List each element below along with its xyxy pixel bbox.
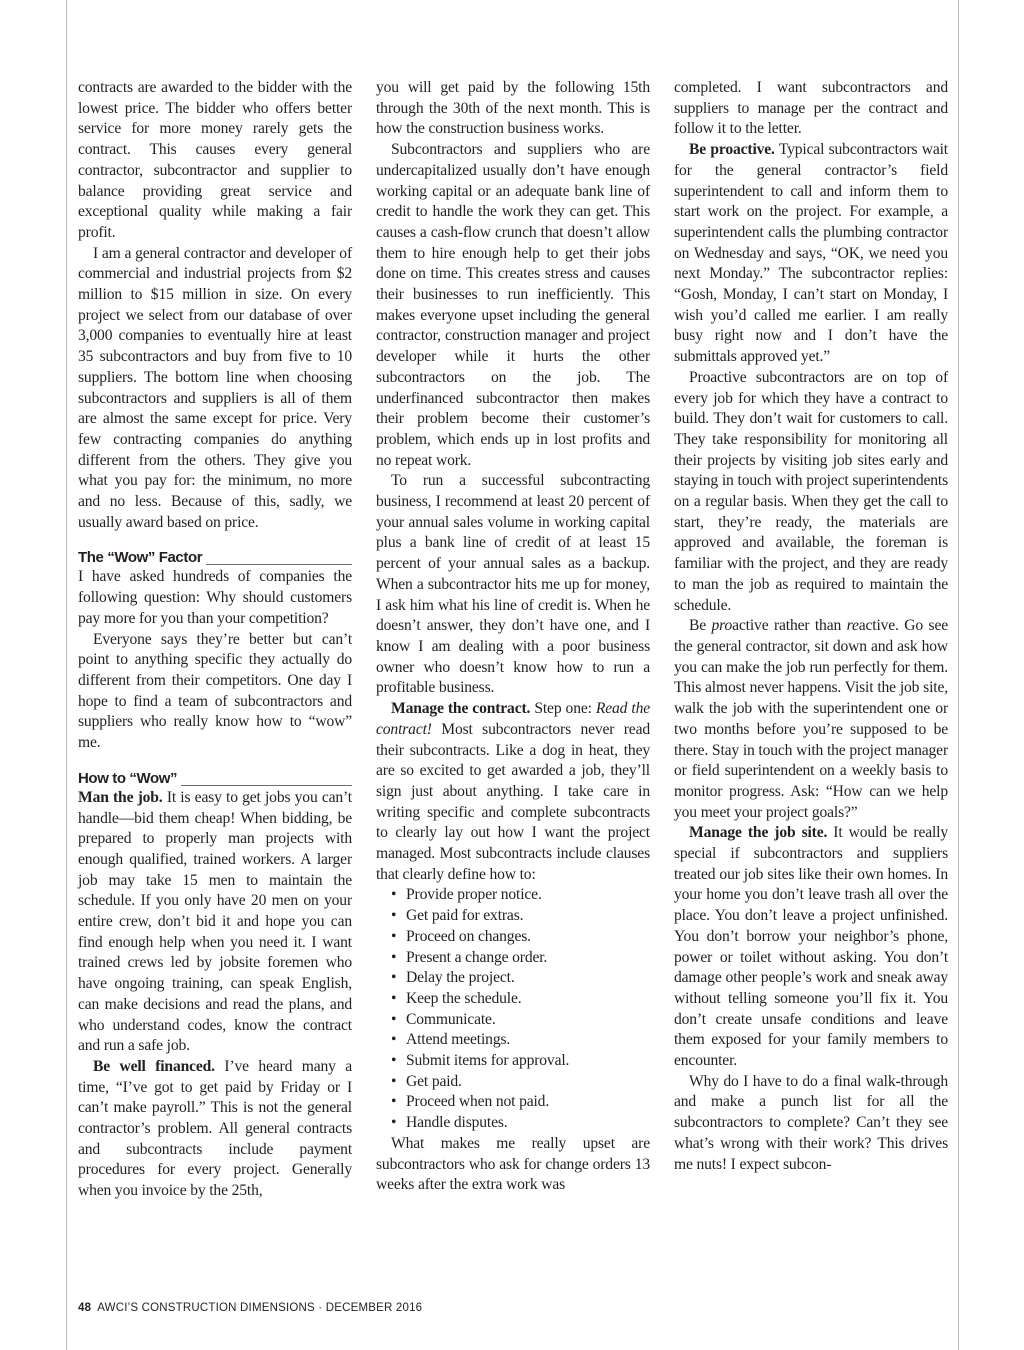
run-in-head: Be proactive. — [689, 141, 775, 159]
paragraph: I have asked hundreds of companies the following question: Why should customers pay more for you than your competition? — [78, 568, 352, 627]
paragraph: contracts are awarded to the bidder with the lowest price. The bidder who offers better service for more money rarely gets the contract. This causes every general contractor, subcontractor and supplier to balance providing great service and exceptional quality while making a fair profit. — [78, 79, 352, 241]
paragraph: Everyone says they’re better but can’t point to anything specific they actually do different from their competitors. One day I hope to find a team of subcontractors and suppliers who really know how to “wow” me. — [78, 630, 352, 752]
list-item: • Get paid for extras. — [376, 906, 650, 927]
list-item: • Delay the project. — [376, 968, 650, 989]
article-column-2 — [376, 78, 650, 1196]
list-item: • Submit items for approval. — [376, 1051, 650, 1072]
paragraph-text: Typical subcontractors wait for the general contractor’s field superintendent to call and inform them to start work on the project. For example, a superintendent calls the plumbing contractor on Wednesday and says, “OK, we need you next Monday.” The subcontractor replies: “Gosh, Monday, I can’t start on Monday, I wish you’d called me earlier. I am really busy right now and I don’t have the submittals approved yet.” — [674, 141, 948, 366]
article-column-3 — [674, 78, 948, 1175]
left-margin-rule — [66, 0, 67, 1350]
paragraph-text: It would be really special if subcontractors and suppliers treated our job sites like their own homes. In your home you don’t leave trash all over the place. You don’t leave a project unfinished. You don’t borrow your neighbor’s phone, power or toilet without asking. You don’t damage other people’s work and sneak away without telling someone you’ll fix it. You don’t create unsafe conditions and leave them exposed for your family members to encounter. — [674, 824, 948, 1070]
list-item: • Present a change order. — [376, 948, 650, 969]
paragraph-text: active rather than — [732, 617, 847, 635]
subheading-text: The “Wow” Factor — [78, 549, 203, 567]
subheading-text: How to “Wow” — [78, 769, 178, 787]
page-footer — [78, 1302, 422, 1314]
subheading-rule — [206, 564, 352, 565]
paragraph: I am a general contractor and developer of commercial and industrial projects from $2 million to $15 million in size. On every project we select from our database of over 3,000 companies to eventually hire at least 35 subcontractors and buy from five to 10 suppliers. The bottom line when choosing subcontractors and suppliers is all of them are almost the same except for price. Very few contracting companies do anything different from the others. They give you what you pay for: the minimum, no more and no less. Because of this, sadly, we usually award based on price. — [78, 244, 352, 531]
paragraph-manage-the-contract — [376, 699, 650, 885]
list-item: • Proceed on changes. — [376, 927, 650, 948]
paragraph: Why do I have to do a final walk-through and make a punch list for all the subcontractors to complete? Can’t they see what’s wrong with their work? This drives me nuts! I expect subcon- — [674, 1072, 948, 1173]
run-in-head: Be well financed. — [93, 1057, 215, 1075]
paragraph-text: Be — [689, 617, 712, 635]
paragraph: completed. I want subcontractors and suppliers to manage per the contract and follow it to the letter. — [674, 79, 948, 138]
list-item: • Keep the schedule. — [376, 989, 650, 1010]
list-item: • Get paid. — [376, 1072, 650, 1093]
list-item: • Provide proper notice. — [376, 885, 650, 906]
run-in-head: Man the job. — [78, 788, 163, 806]
article-column-1 — [78, 78, 352, 1202]
paragraph-manage-the-job-site — [674, 823, 948, 1071]
paragraph-be-proactive — [674, 140, 948, 368]
paragraph: you will get paid by the following 15th through the 30th of the next month. This is how the construction business works. — [376, 79, 650, 138]
publication-line: AWCI’S CONSTRUCTION DIMENSIONS · DECEMBER 2016 — [97, 1302, 423, 1314]
page-number: 48 — [78, 1302, 92, 1314]
subheading-how-to-wow — [78, 770, 352, 788]
emphasis: pro — [711, 617, 733, 635]
list-item: • Handle disputes. — [376, 1113, 650, 1134]
subheading-rule — [181, 785, 352, 786]
paragraph-text: Step one: — [530, 700, 596, 718]
paragraph: Proactive subcontractors are on top of every job for which they have a contract to build. They don’t wait for customers to call. They take responsibility for monitoring all their projects by visiting job sites early and staying in touch with project superintendents on a regular basis. When they get the call to start, they’re ready, the materials are approved and available, the foreman is familiar with the project, and they are ready to man the job as required to maintain the schedule. — [674, 368, 948, 614]
subheading-wow-factor — [78, 549, 352, 567]
list-item: • Proceed when not paid. — [376, 1092, 650, 1113]
paragraph-text: active. Go see the general contractor, sit down and ask how you can make the job run perfectly for them. This almost never happens. Visit the job site, walk the job with the superintendent one or two months before you’re supposed to be there. Stay in touch with the project manager or field superintendent on a weekly basis to monitor progress. Ask: “How can we help you meet your project goals?” — [674, 617, 948, 821]
emphasis: re — [846, 617, 859, 635]
run-in-head: Manage the job site. — [689, 824, 828, 842]
paragraph-man-the-job — [78, 788, 352, 1057]
paragraph: Subcontractors and suppliers who are undercapitalized usually don’t have enough working capital or an adequate bank line of credit to handle the work they can get. This causes a cash-flow crunch that doesn’t allow them to hire enough help to get their jobs done on time. This creates stress and causes their businesses to run inefficiently. This makes everyone upset including the general contractor, construction manager and project developer while it hurts the other subcontractors on the job. The underfinanced subcontractor then makes their problem become their customer’s problem, which ends up in lost profits and no repeat work. — [376, 141, 650, 469]
emphasis: Read the contract! — [376, 700, 650, 738]
paragraph: What makes me really upset are subcontractors who ask for change orders 13 weeks after the extra work was — [376, 1134, 650, 1194]
contract-clauses-list — [376, 885, 650, 1133]
paragraph: To run a successful subcontracting business, I recommend at least 20 percent of your annual sales volume in working capital plus a bank line of credit of at least 15 percent of your annual sales as a backup. When a subcontractor hits me up for money, I ask him what his line of credit is. When he doesn’t answer, they don’t have one, and I know I am dealing with a poor business owner who doesn’t know how to run a profitable business. — [376, 472, 650, 697]
list-item: • Communicate. — [376, 1010, 650, 1031]
paragraph-text: I’ve heard many a time, “I’ve got to get paid by Friday or I can’t make payroll.” This is not the general contractor’s problem. All general contracts and subcontracts include payment procedures for every project. Generally when you invoice by the 25th, — [78, 1057, 352, 1200]
list-item: • Attend meetings. — [376, 1030, 650, 1051]
paragraph-be-well-financed — [78, 1057, 352, 1202]
paragraph-text: Most subcontractors never read their subcontracts. Like a dog in heat, they are so excited to get awarded a job, they’ll sign just about anything. I take care in writing specific and complete subcontracts to clearly lay out how I want the project managed. Most subcontracts include clauses that clearly define how to: — [376, 720, 650, 883]
paragraph-proactive-reactive — [674, 616, 948, 823]
paragraph-text: It is easy to get jobs you can’t handle—bid them cheap! When bidding, be prepared to properly man projects with enough qualified, trained workers. A larger job may take 15 men to maintain the schedule. If you only have 20 men on your entire crew, don’t bid it and hope you can find enough help when you need it. I want trained crews led by jobsite foremen who have ongoing training, can speak English, can make decisions and read the plans, and who understand codes, know the contract and run a safe job. — [78, 788, 352, 1055]
run-in-head: Manage the contract. — [391, 700, 531, 718]
right-margin-rule — [958, 0, 959, 1350]
